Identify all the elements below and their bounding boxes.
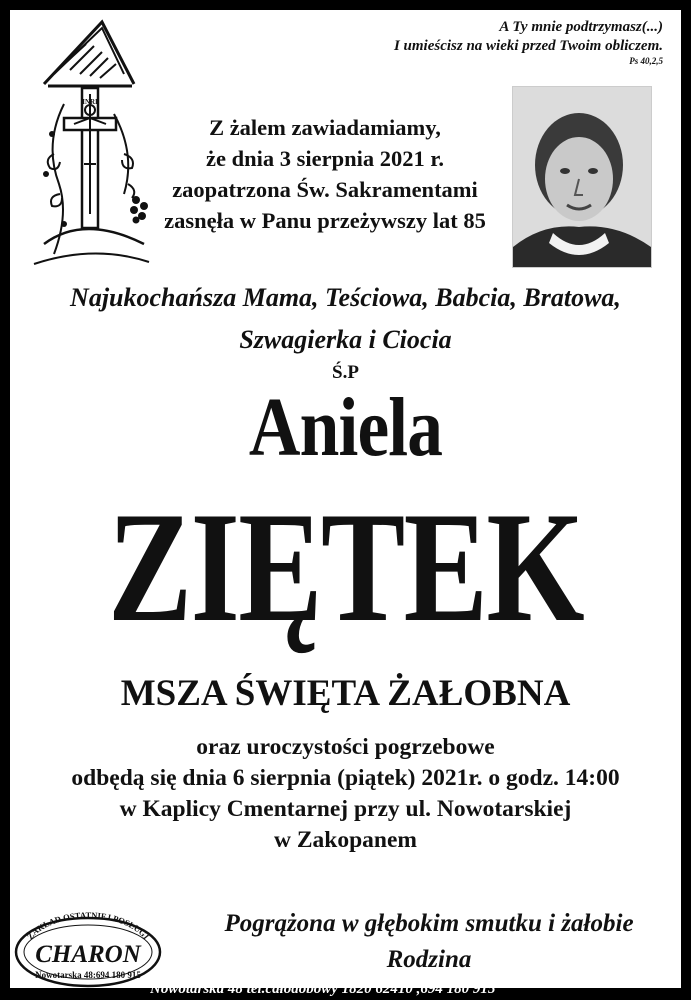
quote-line-1: A Ty mnie podtrzymasz(...) <box>499 19 663 35</box>
notice-line-2: że dnia 3 sierpnia 2021 r. <box>206 146 444 171</box>
funeral-details <box>10 732 681 856</box>
stamp-address: Nowotarska 48:694 180 915 <box>35 970 141 980</box>
stamp-arc-text: ZAKŁAD OSTATNIEJ POSŁUGI <box>24 910 152 942</box>
details-line-4: w Zakopanem <box>274 827 417 853</box>
relations-line-2: Szwagierka i Ciocia <box>239 325 452 354</box>
quote-line-2: I umieścisz na wieki przed Twoim obliczem. <box>393 38 663 54</box>
family-signature <box>189 906 669 978</box>
relations-line-1: Najukochańsza Mama, Teściowa, Babcia, Bratowa, <box>70 283 621 312</box>
portrait-photo <box>512 86 652 268</box>
sp-prefix: Ś.P <box>332 362 359 383</box>
obituary-page <box>10 10 681 988</box>
mass-title: MSZA ŚWIĘTA ŻAŁOBNA <box>120 673 571 714</box>
death-notice <box>140 112 510 236</box>
scripture-quote <box>394 18 663 67</box>
details-line-3: w Kaplicy Cmentarnej przy ul. Nowotarskiej <box>119 796 572 822</box>
notice-line-1: Z żalem zawiadamiamy, <box>209 115 441 140</box>
deceased-first-name: Aniela <box>248 381 443 474</box>
notice-line-4: zasnęła w Panu przeżywszy lat 85 <box>164 208 486 233</box>
cross-inscription: INRI <box>82 98 98 106</box>
roadside-cross-illustration <box>24 14 154 276</box>
details-line-1: oraz uroczystości pogrzebowe <box>196 734 495 760</box>
family-line-2: Rodzina <box>386 946 472 973</box>
deceased-surname: ZIĘTEK <box>107 480 584 655</box>
notice-line-3: zaopatrzona Św. Sakramentami <box>172 177 478 202</box>
quote-reference: Ps 40,2,5 <box>629 56 663 66</box>
details-line-2: odbędą się dnia 6 sierpnia (piątek) 2021r. o godz. 14:00 <box>71 765 620 791</box>
family-line-1: Pogrążona w głębokim smutku i żałobie <box>224 910 634 937</box>
stamp-brand: CHARON <box>35 941 141 968</box>
charon-logo-stamp <box>12 910 164 988</box>
footer-contact: Nowotarska 48 tel.całodobowy 1820 62410 ,694 180 915 <box>150 981 496 997</box>
